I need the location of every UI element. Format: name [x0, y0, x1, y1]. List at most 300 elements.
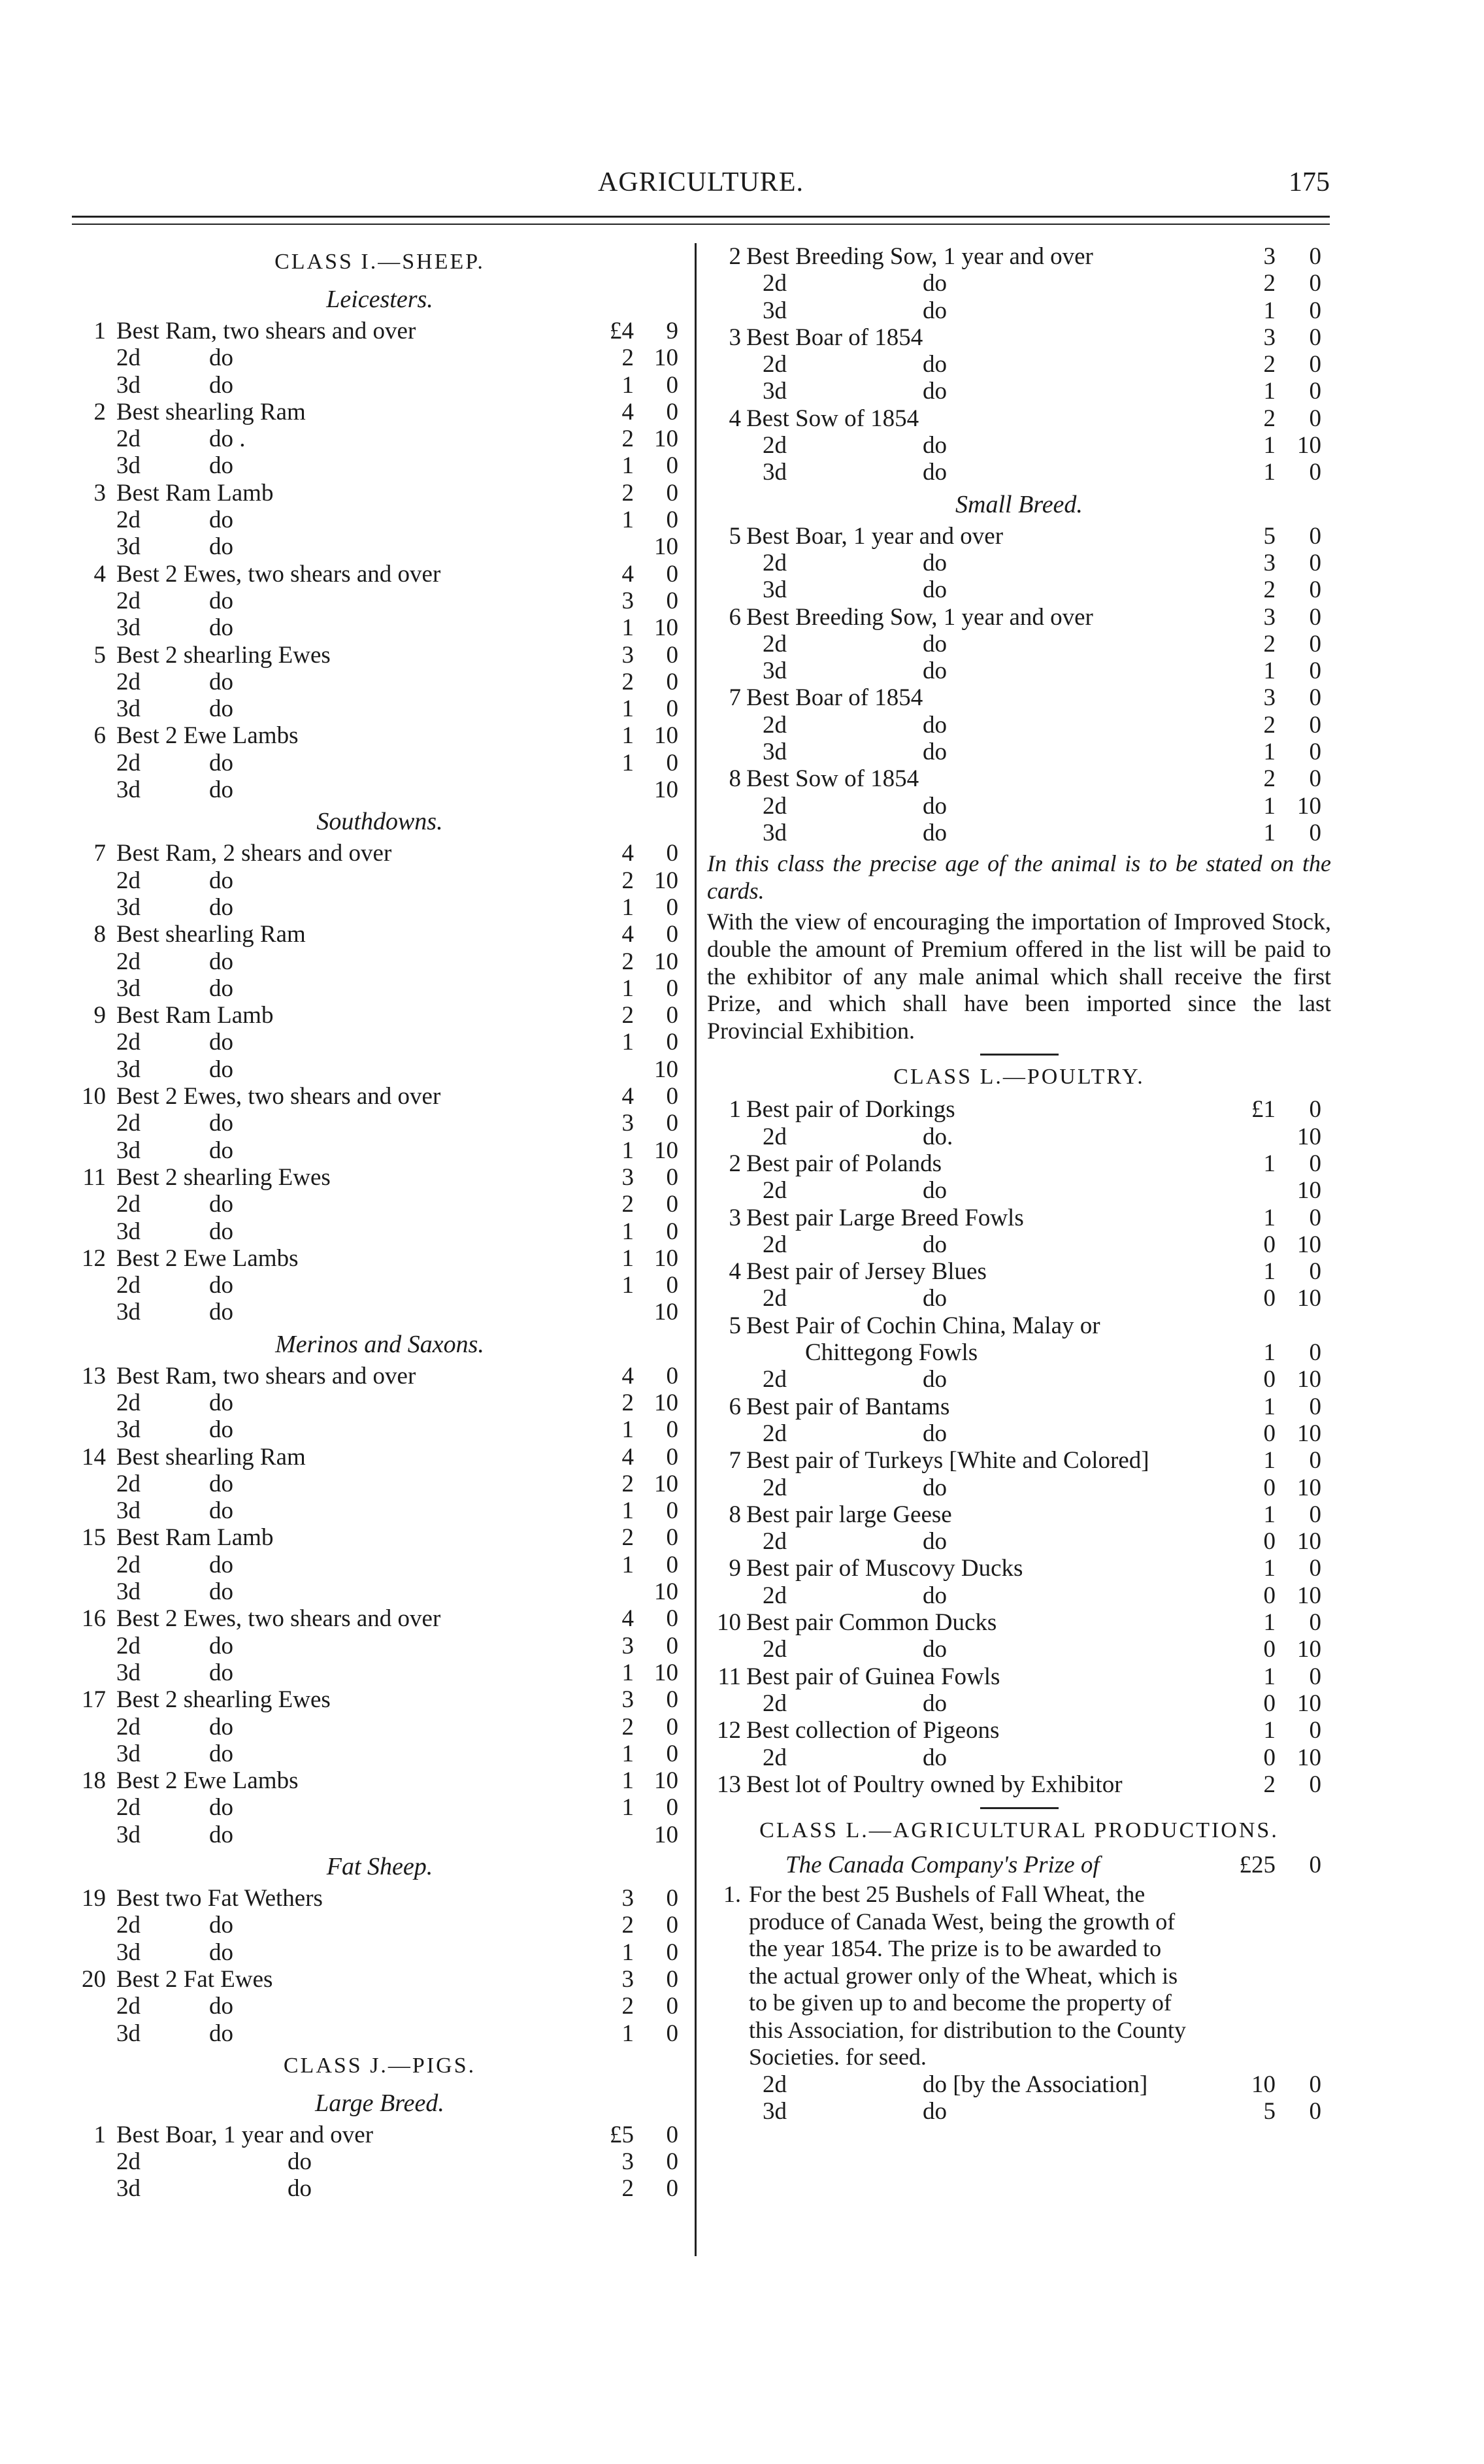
ditto-mark: do	[209, 1993, 233, 2020]
placing: 2d	[116, 344, 140, 372]
prize-row	[72, 372, 687, 399]
amount-shillings: 0	[1309, 684, 1321, 712]
entry-label: Best shearling Ram	[116, 921, 306, 948]
ditto-mark: do	[923, 1285, 947, 1312]
prize-row	[707, 2098, 1331, 2125]
amount-pounds: 3	[1263, 684, 1276, 712]
amount-shillings: 0	[1309, 1717, 1321, 1744]
amount-pounds: 2	[621, 1002, 634, 1029]
prize-row	[72, 1002, 687, 1029]
amount-shillings: 10	[654, 614, 678, 642]
placing: 2d	[116, 1912, 140, 1939]
amount-pounds: 0	[1263, 1420, 1276, 1447]
amount-shillings: 0	[1309, 1393, 1321, 1420]
amount-shillings: 0	[666, 371, 678, 399]
placing: 3d	[763, 576, 787, 604]
placing: 2d	[763, 711, 787, 739]
amount-pounds: 2	[1263, 405, 1276, 432]
entry-number: 9	[93, 1002, 106, 1029]
amount-shillings: 0	[666, 1939, 678, 1966]
ditto-mark: do	[923, 792, 947, 820]
placing: 2d	[116, 1029, 140, 1056]
prize-row	[72, 1633, 687, 1659]
amount-pounds: 2	[621, 1524, 634, 1552]
ditto-mark: do	[923, 1177, 947, 1205]
entry-label: Best Ram, two shears and over	[116, 318, 416, 344]
amount-shillings: 10	[1297, 1420, 1321, 1447]
amount-shillings: 0	[666, 695, 678, 723]
placing: 2d	[763, 1744, 787, 1771]
ditto-mark: do	[209, 695, 233, 723]
placing: 2d	[763, 1582, 787, 1609]
placing: 3d	[116, 1821, 140, 1848]
ditto-mark: do	[209, 948, 233, 975]
ditto-mark: do	[209, 668, 233, 695]
amount-pounds: 1	[621, 1551, 634, 1578]
amount-shillings: 0	[666, 2148, 678, 2176]
placing: 3d	[116, 1056, 140, 1083]
prize-row	[72, 948, 687, 975]
amount-shillings: 0	[666, 1029, 678, 1056]
ditto-mark: do	[923, 1636, 947, 1663]
ditto-mark: do	[923, 270, 947, 297]
placing: 2d	[116, 1713, 140, 1740]
prize-row	[72, 1416, 687, 1443]
ditto-mark: do	[209, 1272, 233, 1299]
amount-pounds: 1	[621, 1244, 634, 1272]
amount-pounds: 1	[1263, 1150, 1276, 1177]
amount-pounds: 10	[1251, 2071, 1276, 2098]
prize-row	[72, 1497, 687, 1524]
placing: 3d	[116, 776, 140, 804]
note-paragraph: In this class the precise age of the animal is to be stated on the cards.	[707, 850, 1331, 904]
amount-pounds: 4	[621, 1443, 634, 1471]
prize-row	[72, 1740, 687, 1767]
amount-pounds: 4	[621, 921, 634, 948]
amount-shillings: 0	[1309, 1258, 1321, 1286]
prize-row	[72, 1767, 687, 1794]
placing: 3d	[116, 1416, 140, 1444]
entry-label: Best shearling Ram	[116, 1443, 306, 1471]
amount-shillings: 0	[1309, 270, 1321, 297]
entry-number: 8	[93, 921, 106, 948]
amount-shillings: 0	[666, 893, 678, 921]
entry-number: 3	[729, 324, 741, 351]
entry-label: Best Boar of 1854	[746, 324, 923, 351]
entry-number: 1	[93, 318, 106, 344]
amount-shillings: 0	[1309, 1555, 1321, 1582]
amount-pounds: 2	[621, 1993, 634, 2020]
entry-label: Best Ram, two shears and over	[116, 1362, 416, 1390]
breed-subheading: Merinos and Saxons.	[275, 1330, 484, 1358]
ditto-mark: do	[209, 1794, 233, 1822]
ditto-mark: do	[923, 459, 947, 486]
prize-row	[707, 1177, 1331, 1204]
entry-number: 6	[729, 603, 741, 631]
placing: 3d	[116, 2020, 140, 2047]
breed-subheading: Fat Sheep.	[326, 1853, 433, 1881]
breed-subheading: Leicesters.	[326, 286, 433, 313]
breed-subheading: Southdowns.	[316, 808, 443, 836]
prize-row	[707, 576, 1331, 603]
entry-label: Best shearling Ram	[116, 398, 306, 425]
prize-row	[72, 425, 687, 452]
amount-shillings: 0	[1309, 1609, 1321, 1637]
amount-pounds: 2	[621, 2175, 634, 2203]
ditto-mark: do	[923, 1231, 947, 1258]
ditto-mark: do	[923, 819, 947, 846]
amount-pounds: 1	[621, 1740, 634, 1767]
prize-row	[707, 604, 1331, 631]
entry-label: Best 2 Ewe Lambs	[116, 1244, 299, 1272]
amount-pounds: 1	[621, 1137, 634, 1164]
amount-pounds: 1	[1263, 1501, 1276, 1528]
ditto-mark: do	[209, 1299, 233, 1326]
prize-row	[707, 351, 1331, 378]
amount-pounds: 0	[1263, 1231, 1276, 1258]
placing: 2d	[763, 432, 787, 459]
amount-shillings: 0	[666, 1965, 678, 1993]
placing: 2d	[116, 1272, 140, 1299]
placing: 2d	[116, 2148, 140, 2176]
amount-pounds: 3	[621, 1632, 634, 1659]
amount-shillings: 10	[654, 1056, 678, 1083]
prize-row	[707, 1150, 1331, 1177]
ditto-mark: do	[209, 1218, 233, 1245]
prize-row	[72, 614, 687, 641]
prize-row	[72, 344, 687, 371]
prize-row	[72, 2175, 687, 2202]
ditto-mark: do	[209, 533, 233, 561]
ditto-mark: do	[209, 1821, 233, 1848]
amount-shillings: 10	[654, 1137, 678, 1164]
placing: 2d	[116, 587, 140, 614]
amount-shillings: 0	[1309, 243, 1321, 270]
prize-row	[72, 561, 687, 588]
entry-label: Best pair Common Ducks	[746, 1609, 997, 1637]
amount-shillings: 0	[1309, 378, 1321, 405]
amount-shillings: 0	[666, 1605, 678, 1633]
entry-label: Best pair of Dorkings	[746, 1096, 955, 1124]
prize-row	[707, 684, 1331, 711]
prize-pounds: £25	[1239, 1852, 1276, 1879]
amount-shillings: 0	[666, 840, 678, 867]
entry-label: Best Boar, 1 year and over	[116, 2121, 374, 2148]
placing: 2d	[116, 749, 140, 776]
amount-shillings: 0	[1309, 459, 1321, 486]
ditto-mark: do	[209, 1110, 233, 1137]
entry-label: Best 2 Fat Ewes	[116, 1965, 273, 1993]
placing: 2d	[763, 1366, 787, 1393]
ditto-mark: do	[209, 1578, 233, 1606]
entry-number: 1	[729, 1096, 741, 1124]
amount-shillings: 10	[1297, 1474, 1321, 1501]
amount-shillings: 0	[666, 1993, 678, 2020]
amount-pounds: 1	[1263, 1204, 1276, 1231]
placing: 2d	[763, 1231, 787, 1258]
ditto-mark: do	[209, 1029, 233, 1056]
prize-row	[72, 867, 687, 894]
ditto-mark: do	[923, 378, 947, 405]
prize-row	[707, 405, 1331, 432]
placing: 2d	[116, 1191, 140, 1218]
prize-row	[72, 750, 687, 776]
amount-pounds: 1	[1263, 658, 1276, 685]
prize-row	[72, 1552, 687, 1578]
amount-shillings: 0	[1309, 2071, 1321, 2098]
entry-number: 13	[717, 1771, 741, 1798]
ditto-mark: do	[209, 776, 233, 804]
amount-shillings: 0	[666, 1218, 678, 1245]
ditto-mark: do	[288, 2148, 312, 2176]
prize-row	[707, 459, 1331, 486]
amount-pounds: 4	[621, 1362, 634, 1390]
entry-label: Best 2 shearling Ewes	[116, 1163, 331, 1191]
amount-pounds: 3	[621, 1110, 634, 1137]
amount-pounds: 1	[621, 507, 634, 534]
ditto-mark: do	[209, 1551, 233, 1578]
amount-pounds: 1	[1263, 1663, 1276, 1690]
prize-row	[707, 1744, 1331, 1771]
entry-number: 12	[82, 1244, 106, 1272]
placing: 3d	[116, 1740, 140, 1767]
prize-row	[72, 1686, 687, 1713]
placing: 3d	[116, 1939, 140, 1966]
column-divider	[695, 243, 697, 2256]
prize-row	[707, 820, 1331, 846]
prize-row	[707, 243, 1331, 270]
amount-shillings: 0	[666, 1794, 678, 1822]
entry-number: 3	[729, 1204, 741, 1231]
ditto-mark: do	[209, 452, 233, 480]
amount-pounds: 1	[1263, 1393, 1276, 1420]
amount-shillings: 0	[666, 479, 678, 507]
placing: 3d	[116, 974, 140, 1002]
amount-shillings: 0	[1309, 351, 1321, 378]
amount-shillings: 0	[666, 2175, 678, 2203]
amount-pounds: 1	[1263, 459, 1276, 486]
entry-number: 9	[729, 1555, 741, 1582]
amount-pounds: 2	[1263, 630, 1276, 658]
amount-shillings: 0	[1309, 1771, 1321, 1798]
amount-pounds: 2	[1263, 576, 1276, 604]
amount-shillings: 0	[666, 1632, 678, 1659]
placing: 2d	[763, 1474, 787, 1501]
ditto-mark: do	[923, 549, 947, 576]
amount-shillings: 10	[1297, 1123, 1321, 1150]
placing: 3d	[763, 297, 787, 324]
prize-row	[72, 1912, 687, 1939]
ditto-mark: do	[209, 1389, 233, 1416]
prize-row	[72, 776, 687, 803]
amount-shillings: 0	[666, 1272, 678, 1299]
entry-number: 15	[82, 1524, 106, 1552]
placing: 2d	[763, 270, 787, 297]
ditto-mark: do [by the Association]	[923, 2071, 1148, 2098]
prize-row	[72, 1939, 687, 1966]
prize-row	[72, 1885, 687, 1912]
amount-pounds: 1	[1263, 432, 1276, 459]
prize-row	[707, 1366, 1331, 1393]
amount-shillings: 0	[666, 749, 678, 776]
class-heading: CLASS I.—SHEEP.	[274, 250, 485, 274]
entry-number: 7	[729, 1447, 741, 1474]
amount-shillings: 0	[1309, 630, 1321, 658]
prize-row	[707, 1474, 1331, 1501]
ditto-mark: do	[923, 1366, 947, 1393]
prize-label: The Canada Company's Prize of	[785, 1852, 1100, 1879]
placing: 2d	[116, 1551, 140, 1578]
prize-row	[72, 2148, 687, 2175]
placing: 2d	[763, 630, 787, 658]
prize-row	[707, 1609, 1331, 1636]
ditto-mark: do	[209, 507, 233, 534]
amount-shillings: 0	[666, 2020, 678, 2047]
entry-label: Best pair Large Breed Fowls	[746, 1204, 1024, 1231]
amount-pounds: 3	[1263, 603, 1276, 631]
entry-number: 8	[729, 1501, 741, 1528]
prize-row	[72, 1471, 687, 1497]
placing: 2d	[763, 1177, 787, 1205]
ditto-mark: do	[209, 1912, 233, 1939]
amount-shillings: 10	[654, 722, 678, 750]
entry-number: 11	[717, 1663, 741, 1690]
amount-pounds: 1	[621, 1939, 634, 1966]
amount-shillings: 0	[666, 1110, 678, 1137]
placing: 2d	[116, 1993, 140, 2020]
prize-row	[72, 318, 687, 344]
amount-shillings: 10	[654, 1659, 678, 1686]
prize-row	[707, 1690, 1331, 1717]
left-column	[72, 243, 687, 2203]
entry-label: Best Boar, 1 year and over	[746, 522, 1004, 550]
prize-row	[707, 1501, 1331, 1528]
entry-label: Best Pair of Cochin China, Malay or	[746, 1312, 1100, 1339]
amount-shillings: 0	[666, 974, 678, 1002]
entry-number: 6	[93, 722, 106, 750]
amount-pounds: 1	[621, 614, 634, 642]
amount-pounds: 5	[1263, 2097, 1276, 2125]
placing: 2d	[116, 1470, 140, 1497]
prize-row	[72, 1966, 687, 1993]
amount-shillings: 0	[666, 1740, 678, 1767]
placing: 3d	[116, 2175, 140, 2203]
prize-row	[72, 1272, 687, 1299]
ditto-mark: do	[923, 297, 947, 324]
placing: 3d	[116, 1137, 140, 1164]
prize-row	[72, 1083, 687, 1110]
amount-pounds: 1	[621, 1794, 634, 1822]
entry-number: 1.	[723, 1881, 741, 1908]
entry-number: 17	[82, 1686, 106, 1714]
prize-row	[72, 894, 687, 921]
prize-row	[72, 399, 687, 425]
prize-row	[707, 523, 1331, 550]
placing: 3d	[116, 695, 140, 723]
amount-pounds: 0	[1263, 1690, 1276, 1717]
amount-pounds: 1	[621, 371, 634, 399]
prize-row	[72, 921, 687, 948]
entry-number: 12	[717, 1717, 741, 1744]
amount-shillings: 0	[1309, 819, 1321, 846]
amount-pounds: 2	[621, 867, 634, 894]
amount-shillings: 0	[666, 1524, 678, 1552]
prize-row	[72, 1605, 687, 1632]
entry-number: 4	[93, 560, 106, 588]
amount-pounds: 4	[621, 1605, 634, 1633]
amount-pounds: 1	[621, 2020, 634, 2047]
ditto-mark: do	[209, 1659, 233, 1686]
amount-shillings: 10	[654, 1821, 678, 1848]
ditto-mark: do	[209, 2020, 233, 2047]
ditto-mark: do	[923, 1744, 947, 1771]
amount-shillings: 10	[1297, 1744, 1321, 1771]
entry-number: 2	[729, 243, 741, 270]
placing: 3d	[116, 1218, 140, 1245]
placing: 3d	[116, 452, 140, 480]
placing: 2d	[116, 1794, 140, 1822]
prize-row	[707, 765, 1331, 792]
prize-row	[72, 1029, 687, 1056]
ditto-mark: do	[209, 614, 233, 642]
amount-pounds: 2	[621, 479, 634, 507]
amount-pounds: 2	[621, 668, 634, 695]
amount-shillings: 0	[1309, 765, 1321, 793]
entry-label: Best 2 shearling Ewes	[116, 641, 331, 669]
amount-shillings: 0	[1309, 1096, 1321, 1124]
placing: 3d	[116, 1497, 140, 1525]
amount-pounds: 2	[621, 948, 634, 975]
placing: 2d	[763, 1636, 787, 1663]
prize-row	[707, 631, 1331, 658]
page-header	[72, 167, 1330, 206]
amount-shillings: 0	[666, 641, 678, 669]
amount-pounds: 1	[1263, 1609, 1276, 1637]
prize-row	[72, 1191, 687, 1218]
prize-row	[707, 739, 1331, 765]
entry-label: Best lot of Poultry owned by Exhibitor	[746, 1771, 1123, 1798]
placing: 3d	[116, 371, 140, 399]
amount-pounds: 1	[621, 1416, 634, 1444]
ditto-mark: do	[923, 2097, 947, 2125]
entry-label: Best pair of Muscovy Ducks	[746, 1555, 1023, 1582]
amount-shillings: 0	[1309, 1339, 1321, 1367]
amount-pounds: 2	[621, 344, 634, 372]
entry-label: Best Sow of 1854	[746, 765, 919, 793]
amount-pounds: 1	[621, 974, 634, 1002]
prize-row	[72, 507, 687, 533]
entry-number: 3	[93, 479, 106, 507]
prize-row	[707, 1285, 1331, 1312]
prize-row	[72, 1299, 687, 1325]
placing: 3d	[763, 378, 787, 405]
ditto-mark: do	[923, 432, 947, 459]
ditto-mark: do	[209, 1713, 233, 1740]
entry-number: 1	[93, 2121, 106, 2148]
amount-shillings: 10	[1297, 1231, 1321, 1258]
amount-shillings: 0	[666, 1416, 678, 1444]
amount-shillings: 0	[666, 1686, 678, 1714]
entry-number: 11	[82, 1163, 106, 1191]
prize-row	[707, 2071, 1331, 2098]
amount-pounds: 1	[1263, 1447, 1276, 1474]
placing: 3d	[763, 819, 787, 846]
prize-row	[72, 1524, 687, 1551]
amount-shillings: 10	[1297, 432, 1321, 459]
entry-label: Best pair of Polands	[746, 1150, 942, 1177]
ditto-mark: do	[209, 974, 233, 1002]
amount-shillings: 0	[1309, 1663, 1321, 1690]
